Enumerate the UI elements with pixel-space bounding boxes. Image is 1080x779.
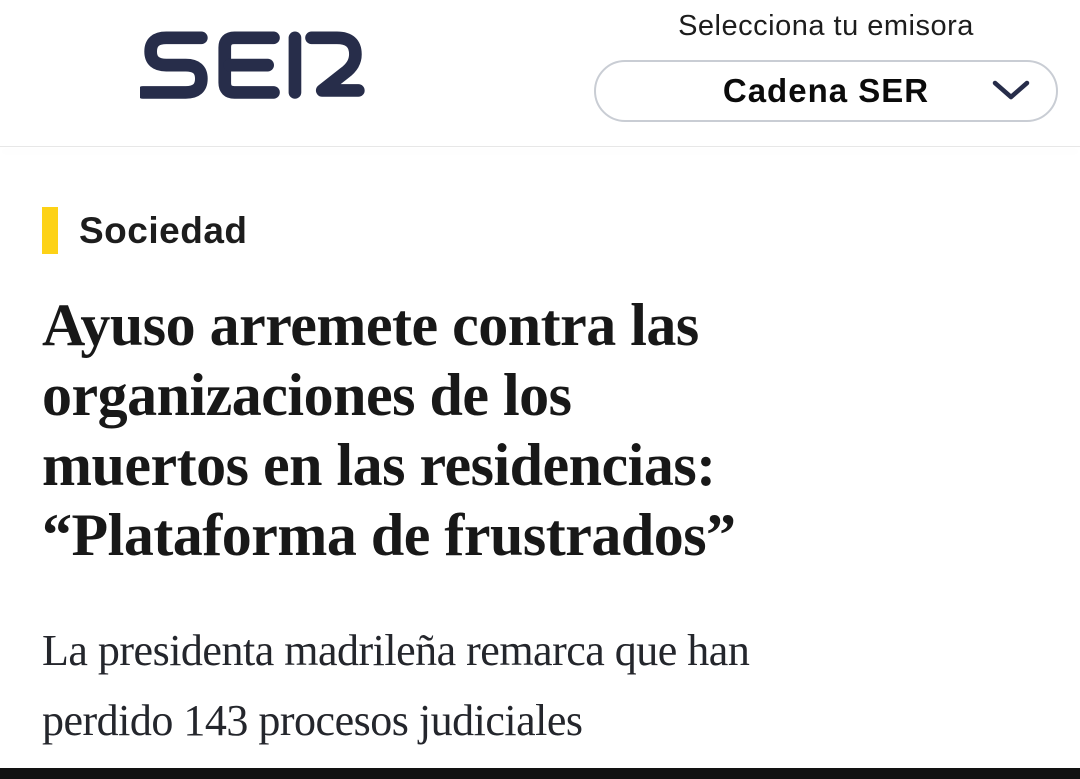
section-accent-bar [42, 207, 58, 254]
subtitle-line: La presidenta madrileña remarca que han [42, 626, 750, 675]
section-link[interactable]: Sociedad [79, 209, 248, 251]
bottom-bar [0, 768, 1080, 779]
ser-logo-icon [140, 30, 368, 108]
headline-line: “Plataforma de frustrados” [42, 502, 736, 568]
article-subtitle [42, 616, 1038, 756]
station-dropdown-value: Cadena SER [722, 72, 930, 109]
headline-line: organizaciones de los [42, 362, 572, 428]
station-selector [594, 8, 1058, 122]
ser-logo[interactable] [140, 30, 368, 113]
station-selector-label: Selecciona tu emisora [678, 10, 974, 42]
chevron-down-icon [992, 80, 1030, 102]
headline-line: muertos en las residencias: [42, 432, 716, 498]
subtitle-line: perdido 143 procesos judiciales [42, 696, 583, 745]
station-dropdown[interactable] [594, 60, 1058, 122]
article-headline [42, 290, 1038, 570]
headline-line: Ayuso arremete contra las [42, 292, 699, 358]
header-divider [0, 146, 1080, 147]
section-tag [42, 207, 248, 254]
site-header [0, 0, 1080, 146]
hamburger-menu-button[interactable] [22, 36, 90, 91]
